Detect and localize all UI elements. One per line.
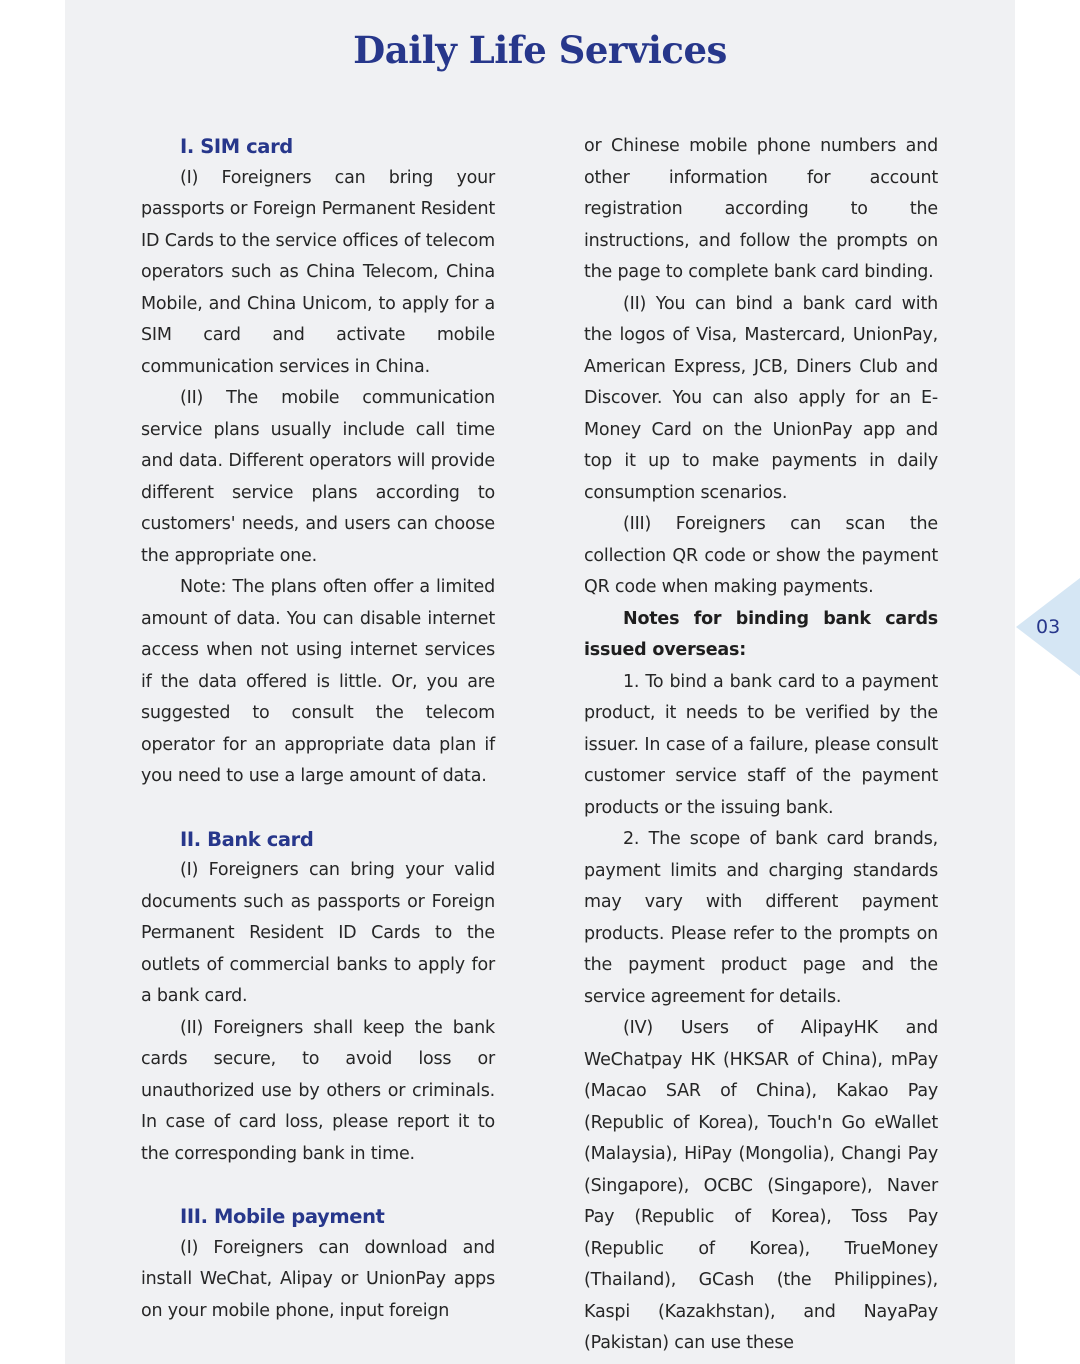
bank-paragraph-1: (I) Foreigners can bring your valid documents such as passports or Foreign Permanent Resident ID Cards to the outlets of commercial banks to apply for a bank card. bbox=[141, 860, 495, 1006]
note-1: 1. To bind a bank card to a payment product, it needs to be verified by the issuer. In case of a failure, please consult customer service staff of the payment products or the issuing bank. bbox=[584, 671, 938, 818]
section-heading-sim-card: I. SIM card bbox=[180, 135, 293, 158]
page-title: Daily Life Services bbox=[353, 28, 727, 72]
mobile-paragraph-1-continued: or Chinese mobile phone numbers and other information for account registration according to the instructions, and follow the prompts on the page to complete bank card binding. bbox=[584, 136, 938, 282]
note-2: 2. The scope of bank card brands, payment limits and charging standards may vary with different payment products. Please refer to the prompts on the payment product page and the service agreement for details. bbox=[584, 829, 938, 1007]
section-heading-bank-card: II. Bank card bbox=[180, 827, 314, 851]
sim-paragraph-2: (II) The mobile communication service plans usually include call time and data. Different operators will provide different service plans according to customers' needs, and users can choose the appropriate one. bbox=[141, 388, 495, 566]
mobile-paragraph-4: (IV) Users of AlipayHK and WeChatpay HK (HKSAR of China), mPay (Macao SAR of China), Kakao Pay (Republic of Korea), Touch'n Go eWallet (Malaysia), HiPay (Mongolia), Changi Pay (Singapore), OCBC (Singapore), Naver Pay (Republic of Korea), Toss Pay (Republic of Korea), TrueMoney (Thailand), GCash (the Philippines), Kaspi (Kazakhstan), and NayaPay (Pakistan) can use these bbox=[584, 1018, 938, 1353]
left-column bbox=[141, 131, 495, 1327]
bank-paragraph-2: (II) Foreigners shall keep the bank cards secure, to avoid loss or unauthorized use by others or criminals. In case of card loss, please report it to the corresponding bank in time. bbox=[141, 1017, 495, 1164]
section-heading-mobile-payment: III. Mobile payment bbox=[180, 1205, 385, 1228]
page-number: 03 bbox=[1036, 616, 1061, 638]
mobile-paragraph-2: (II) You can bind a bank card with the logos of Visa, Mastercard, UnionPay, American Express, JCB, Diners Club and Discover. You can also apply for an E-Money Card on the UnionPay app and top it up to make payments in daily consumption scenarios. bbox=[584, 293, 938, 503]
mobile-paragraph-3: (III) Foreigners can scan the collection QR code or show the payment QR code when making payments. bbox=[584, 514, 938, 597]
notes-heading: Notes for binding bank cards issued overseas: bbox=[584, 608, 938, 660]
sim-paragraph-1: (I) Foreigners can bring your passports or Foreign Permanent Resident ID Cards to the service offices of telecom operators such as China Telecom, China Mobile, and China Unicom, to apply for a SIM card and activate mobile communication services in China. bbox=[141, 167, 495, 377]
mobile-paragraph-1: (I) Foreigners can download and install WeChat, Alipay or UnionPay apps on your mobile phone, input foreign bbox=[141, 1237, 495, 1321]
sim-note: Note: The plans often offer a limited amount of data. You can disable internet access when not using internet services if the data offered is little. Or, you are suggested to consult the telecom operator for an appropriate data plan if you need to use a large amount of data. bbox=[141, 577, 495, 786]
right-column bbox=[584, 131, 938, 1360]
